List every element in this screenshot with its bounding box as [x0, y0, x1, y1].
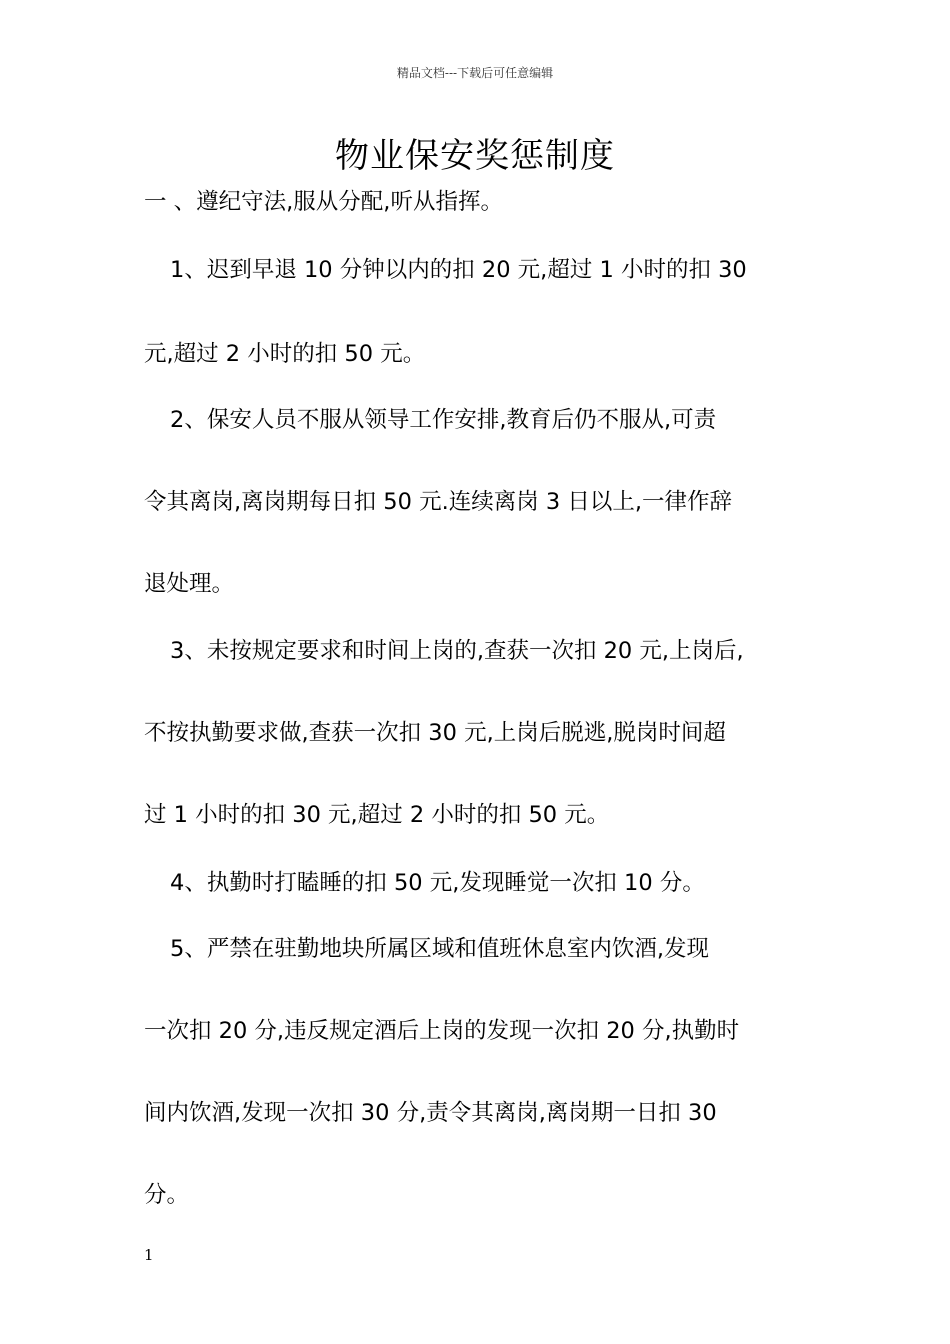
paragraph-3-line-2: 不按执勤要求做,查获一次扣 30 元,上岗后脱逃,脱岗时间超 — [144, 720, 726, 746]
paragraph-5-line-4: 分。 — [144, 1182, 190, 1208]
paragraph-2-line-3: 退处理。 — [144, 571, 235, 597]
paragraph-5-line-3: 间内饮酒,发现一次扣 30 分,责令其离岗,离岗期一日扣 30 — [144, 1100, 717, 1126]
paragraph-1-line-1: 1、迟到早退 10 分钟以内的扣 20 元,超过 1 小时的扣 30 — [170, 257, 747, 283]
page-number: 1 — [144, 1246, 154, 1264]
paragraph-5-line-1: 5、严禁在驻勤地块所属区域和值班休息室内饮酒,发现 — [170, 936, 709, 962]
document-title: 物业保安奖惩制度 — [335, 136, 615, 176]
paragraph-4-line-1: 4、执勤时打瞌睡的扣 50 元,发现睡觉一次扣 10 分。 — [170, 870, 705, 896]
paragraph-1-line-2: 元,超过 2 小时的扣 50 元。 — [144, 341, 426, 367]
paragraph-3-line-1: 3、未按规定要求和时间上岗的,查获一次扣 20 元,上岗后, — [170, 638, 744, 664]
paragraph-2-line-1: 2、保安人员不服从领导工作安排,教育后仍不服从,可责 — [170, 407, 717, 433]
section-heading: 一 、遵纪守法,服从分配,听从指挥。 — [144, 189, 503, 215]
paragraph-2-line-2: 令其离岗,离岗期每日扣 50 元.连续离岗 3 日以上,一律作辞 — [144, 489, 733, 515]
page-header: 精品文档---下载后可任意编辑 — [396, 66, 554, 80]
paragraph-5-line-2: 一次扣 20 分,违反规定酒后上岗的发现一次扣 20 分,执勤时 — [144, 1018, 740, 1044]
paragraph-3-line-3: 过 1 小时的扣 30 元,超过 2 小时的扣 50 元。 — [144, 802, 610, 828]
